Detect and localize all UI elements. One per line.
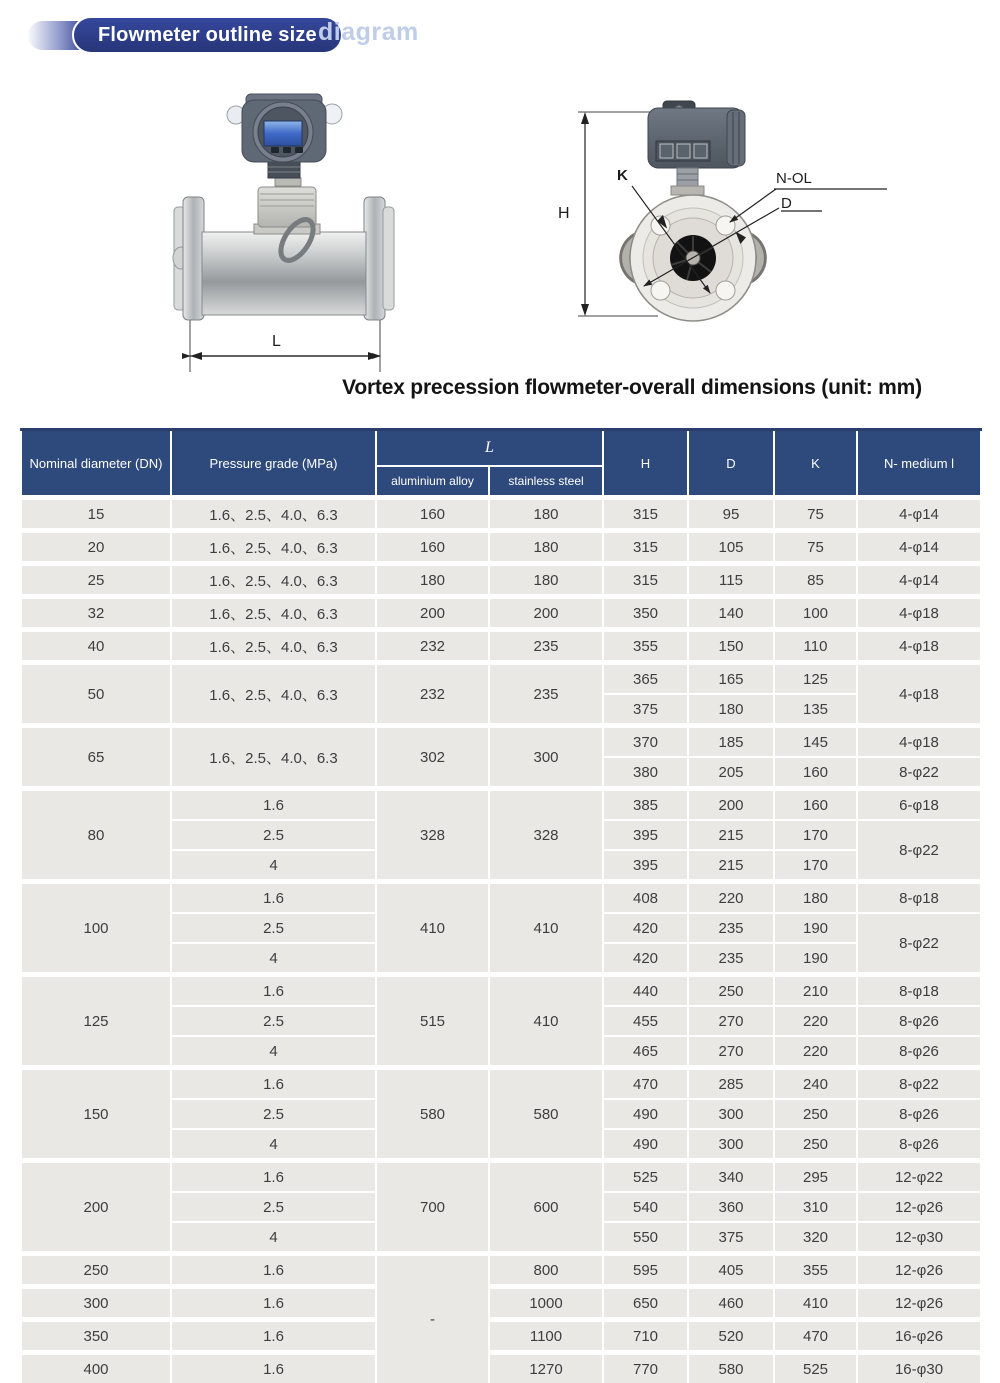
table-cell: 170: [774, 850, 857, 882]
table-cell: 600: [489, 1161, 603, 1254]
table-cell: 410: [376, 882, 489, 975]
table-cell: -: [376, 1254, 489, 1383]
table-row: [21, 1320, 981, 1353]
table-cell: 270: [688, 1006, 774, 1036]
table-cell: 365: [603, 663, 688, 695]
table-cell: 1.6: [171, 1287, 376, 1320]
table-cell: 80: [21, 789, 171, 882]
table-cell: 4-φ18: [857, 726, 981, 758]
table-cell: 250: [774, 1129, 857, 1161]
table-cell: 100: [21, 882, 171, 975]
table-cell: 1.6、2.5、4.0、6.3: [171, 531, 376, 564]
table-cell: 235: [489, 630, 603, 663]
table-cell: 8-φ26: [857, 1036, 981, 1068]
table-cell: 2.5: [171, 1006, 376, 1036]
table-cell: 8-φ22: [857, 757, 981, 789]
table-cell: 4: [171, 1036, 376, 1068]
table-cell: 250: [774, 1099, 857, 1129]
table-row: [21, 1353, 981, 1383]
table-cell: 8-φ18: [857, 882, 981, 914]
table-cell: 1270: [489, 1353, 603, 1383]
table-cell: 1.6: [171, 882, 376, 914]
table-cell: 420: [603, 943, 688, 975]
dimension-table-body: [21, 498, 981, 1383]
table-cell: 405: [688, 1254, 774, 1287]
table-cell: 440: [603, 975, 688, 1007]
table-cell: 1.6: [171, 1353, 376, 1383]
table-cell: 4-φ18: [857, 630, 981, 663]
dimension-table: [20, 428, 982, 1383]
table-cell: 65: [21, 726, 171, 789]
table-cell: 50: [21, 663, 171, 726]
table-cell: 2.5: [171, 1099, 376, 1129]
table-cell: 250: [688, 975, 774, 1007]
header-stainless-steel: stainless steel: [489, 466, 603, 498]
table-cell: 100: [774, 597, 857, 630]
table-cell: 470: [774, 1320, 857, 1353]
table-cell: 125: [21, 975, 171, 1068]
table-cell: 2.5: [171, 913, 376, 943]
table-row: [21, 789, 981, 821]
bolt-circle-dim-label: K: [617, 167, 628, 184]
table-cell: 300: [688, 1129, 774, 1161]
table-cell: 580: [489, 1068, 603, 1161]
table-cell: 180: [774, 882, 857, 914]
header-aluminium-alloy: aluminium alloy: [376, 466, 489, 498]
table-cell: 1000: [489, 1287, 603, 1320]
table-cell: 650: [603, 1287, 688, 1320]
table-cell: 410: [489, 882, 603, 975]
table-cell: 180: [688, 694, 774, 726]
table-cell: 220: [774, 1006, 857, 1036]
table-cell: 170: [774, 820, 857, 850]
table-cell: 315: [603, 498, 688, 531]
table-cell: 15: [21, 498, 171, 531]
table-cell: 4-φ18: [857, 663, 981, 726]
table-cell: 16-φ30: [857, 1353, 981, 1383]
table-cell: 210: [774, 975, 857, 1007]
table-cell: 270: [688, 1036, 774, 1068]
table-cell: 1.6、2.5、4.0、6.3: [171, 597, 376, 630]
bolt-holes-dim-label: N-OL: [776, 170, 812, 187]
table-cell: 295: [774, 1161, 857, 1193]
table-cell: 355: [774, 1254, 857, 1287]
table-cell: 700: [376, 1161, 489, 1254]
table-cell: 1.6、2.5、4.0、6.3: [171, 663, 376, 726]
table-cell: 300: [21, 1287, 171, 1320]
table-cell: 235: [688, 943, 774, 975]
table-cell: 165: [688, 663, 774, 695]
table-cell: 340: [688, 1161, 774, 1193]
table-row: [21, 531, 981, 564]
table-cell: 520: [688, 1320, 774, 1353]
table-cell: 490: [603, 1099, 688, 1129]
table-cell: 95: [688, 498, 774, 531]
table-cell: 6-φ18: [857, 789, 981, 821]
table-row: [21, 1068, 981, 1100]
table-cell: 385: [603, 789, 688, 821]
header-k: K: [774, 430, 857, 498]
table-cell: 375: [603, 694, 688, 726]
table-cell: 25: [21, 564, 171, 597]
table-cell: 315: [603, 531, 688, 564]
table-cell: 395: [603, 850, 688, 882]
table-cell: 1.6: [171, 1320, 376, 1353]
table-cell: 180: [376, 564, 489, 597]
header-pressure-grade: Pressure grade (MPa): [171, 430, 376, 498]
table-cell: 350: [603, 597, 688, 630]
table-cell: 32: [21, 597, 171, 630]
table-cell: 220: [688, 882, 774, 914]
table-cell: 8-φ26: [857, 1129, 981, 1161]
table-cell: 12-φ26: [857, 1192, 981, 1222]
table-cell: 160: [376, 498, 489, 531]
dimension-table-header: [21, 430, 981, 498]
table-cell: 1.6: [171, 1068, 376, 1100]
table-cell: 410: [489, 975, 603, 1068]
table-row: [21, 1287, 981, 1320]
table-cell: 4-φ14: [857, 498, 981, 531]
table-cell: 220: [774, 1036, 857, 1068]
table-cell: 2.5: [171, 820, 376, 850]
flowmeter-photo: [150, 88, 500, 378]
header-n-medium: N- medium l: [857, 430, 981, 498]
table-cell: 770: [603, 1353, 688, 1383]
table-cell: 145: [774, 726, 857, 758]
table-cell: 4: [171, 1129, 376, 1161]
table-cell: 4-φ18: [857, 597, 981, 630]
table-cell: 580: [688, 1353, 774, 1383]
table-cell: 115: [688, 564, 774, 597]
table-cell: 12-φ22: [857, 1161, 981, 1193]
table-cell: 160: [376, 531, 489, 564]
table-cell: 232: [376, 630, 489, 663]
table-cell: 410: [774, 1287, 857, 1320]
table-cell: 408: [603, 882, 688, 914]
table-row: [21, 1254, 981, 1287]
table-cell: 235: [489, 663, 603, 726]
table-cell: 300: [688, 1099, 774, 1129]
flange-diameter-dim-label: D: [781, 195, 792, 212]
table-cell: 200: [688, 789, 774, 821]
table-cell: 525: [603, 1161, 688, 1193]
table-row: [21, 498, 981, 531]
table-cell: 180: [489, 564, 603, 597]
table-cell: 105: [688, 531, 774, 564]
table-cell: 310: [774, 1192, 857, 1222]
table-cell: 215: [688, 850, 774, 882]
table-cell: 1.6: [171, 1254, 376, 1287]
table-row: [21, 597, 981, 630]
table-cell: 1.6: [171, 975, 376, 1007]
table-cell: 1.6: [171, 1161, 376, 1193]
table-cell: 215: [688, 820, 774, 850]
table-cell: 1.6、2.5、4.0、6.3: [171, 630, 376, 663]
table-cell: 595: [603, 1254, 688, 1287]
table-row: [21, 975, 981, 1007]
table-cell: 185: [688, 726, 774, 758]
table-cell: 4-φ14: [857, 531, 981, 564]
table-cell: 232: [376, 663, 489, 726]
table-cell: 150: [21, 1068, 171, 1161]
table-cell: 205: [688, 757, 774, 789]
table-row: [21, 564, 981, 597]
table-cell: 8-φ18: [857, 975, 981, 1007]
table-cell: 540: [603, 1192, 688, 1222]
table-cell: 235: [688, 913, 774, 943]
table-cell: 285: [688, 1068, 774, 1100]
table-cell: 355: [603, 630, 688, 663]
table-cell: 455: [603, 1006, 688, 1036]
table-cell: 1.6、2.5、4.0、6.3: [171, 498, 376, 531]
table-cell: 8-φ26: [857, 1006, 981, 1036]
table-cell: 1.6、2.5、4.0、6.3: [171, 726, 376, 789]
table-cell: 8-φ22: [857, 1068, 981, 1100]
table-cell: 465: [603, 1036, 688, 1068]
table-cell: 360: [688, 1192, 774, 1222]
table-row: [21, 882, 981, 914]
table-cell: 135: [774, 694, 857, 726]
table-cell: 12-φ30: [857, 1222, 981, 1254]
banner-ghost-text: diagram: [318, 18, 419, 47]
table-cell: 328: [489, 789, 603, 882]
table-row: [21, 663, 981, 695]
table-cell: 4: [171, 850, 376, 882]
table-cell: 490: [603, 1129, 688, 1161]
table-cell: 12-φ26: [857, 1287, 981, 1320]
table-cell: 580: [376, 1068, 489, 1161]
table-cell: 302: [376, 726, 489, 789]
table-cell: 8-φ22: [857, 820, 981, 882]
table-cell: 20: [21, 531, 171, 564]
table-cell: 4-φ14: [857, 564, 981, 597]
table-cell: 1.6: [171, 789, 376, 821]
table-cell: 2.5: [171, 1192, 376, 1222]
header-nominal-diameter: Nominal diameter (DN): [21, 430, 171, 498]
table-cell: 200: [489, 597, 603, 630]
table-cell: 8-φ26: [857, 1099, 981, 1129]
table-cell: 460: [688, 1287, 774, 1320]
table-row: [21, 1161, 981, 1193]
table-cell: 250: [21, 1254, 171, 1287]
table-cell: 75: [774, 498, 857, 531]
table-cell: 150: [688, 630, 774, 663]
table-cell: 375: [688, 1222, 774, 1254]
table-cell: 240: [774, 1068, 857, 1100]
table-cell: 190: [774, 943, 857, 975]
banner-title-pill: Flowmeter outline size: [72, 16, 343, 54]
table-cell: 190: [774, 913, 857, 943]
table-cell: 75: [774, 531, 857, 564]
table-cell: 350: [21, 1320, 171, 1353]
table-cell: 160: [774, 789, 857, 821]
table-cell: 4: [171, 943, 376, 975]
table-cell: 470: [603, 1068, 688, 1100]
table-cell: 85: [774, 564, 857, 597]
table-cell: 125: [774, 663, 857, 695]
table-cell: 200: [21, 1161, 171, 1254]
table-cell: 420: [603, 913, 688, 943]
table-cell: 12-φ26: [857, 1254, 981, 1287]
table-row: [21, 726, 981, 758]
table-cell: 300: [489, 726, 603, 789]
table-cell: 710: [603, 1320, 688, 1353]
table-cell: 515: [376, 975, 489, 1068]
table-cell: 370: [603, 726, 688, 758]
table-cell: 380: [603, 757, 688, 789]
table-cell: 400: [21, 1353, 171, 1383]
table-cell: 8-φ22: [857, 913, 981, 975]
table-cell: 140: [688, 597, 774, 630]
table-cell: 315: [603, 564, 688, 597]
header-d: D: [688, 430, 774, 498]
flowmeter-dimension-drawing: [545, 85, 915, 365]
table-cell: 1.6、2.5、4.0、6.3: [171, 564, 376, 597]
table-cell: 550: [603, 1222, 688, 1254]
table-cell: 180: [489, 498, 603, 531]
table-cell: 16-φ26: [857, 1320, 981, 1353]
table-cell: 40: [21, 630, 171, 663]
height-dim-label: H: [558, 205, 570, 223]
table-row: [21, 630, 981, 663]
table-cell: 200: [376, 597, 489, 630]
header-length: L: [376, 430, 603, 467]
table-cell: 320: [774, 1222, 857, 1254]
section-title: Vortex precession flowmeter-overall dimensions (unit: mm): [264, 376, 1000, 400]
table-cell: 110: [774, 630, 857, 663]
table-cell: 800: [489, 1254, 603, 1287]
table-cell: 1100: [489, 1320, 603, 1353]
table-cell: 328: [376, 789, 489, 882]
table-cell: 160: [774, 757, 857, 789]
header-h: H: [603, 430, 688, 498]
table-cell: 4: [171, 1222, 376, 1254]
length-dim-label: L: [272, 333, 281, 351]
table-cell: 525: [774, 1353, 857, 1383]
table-cell: 395: [603, 820, 688, 850]
table-cell: 180: [489, 531, 603, 564]
